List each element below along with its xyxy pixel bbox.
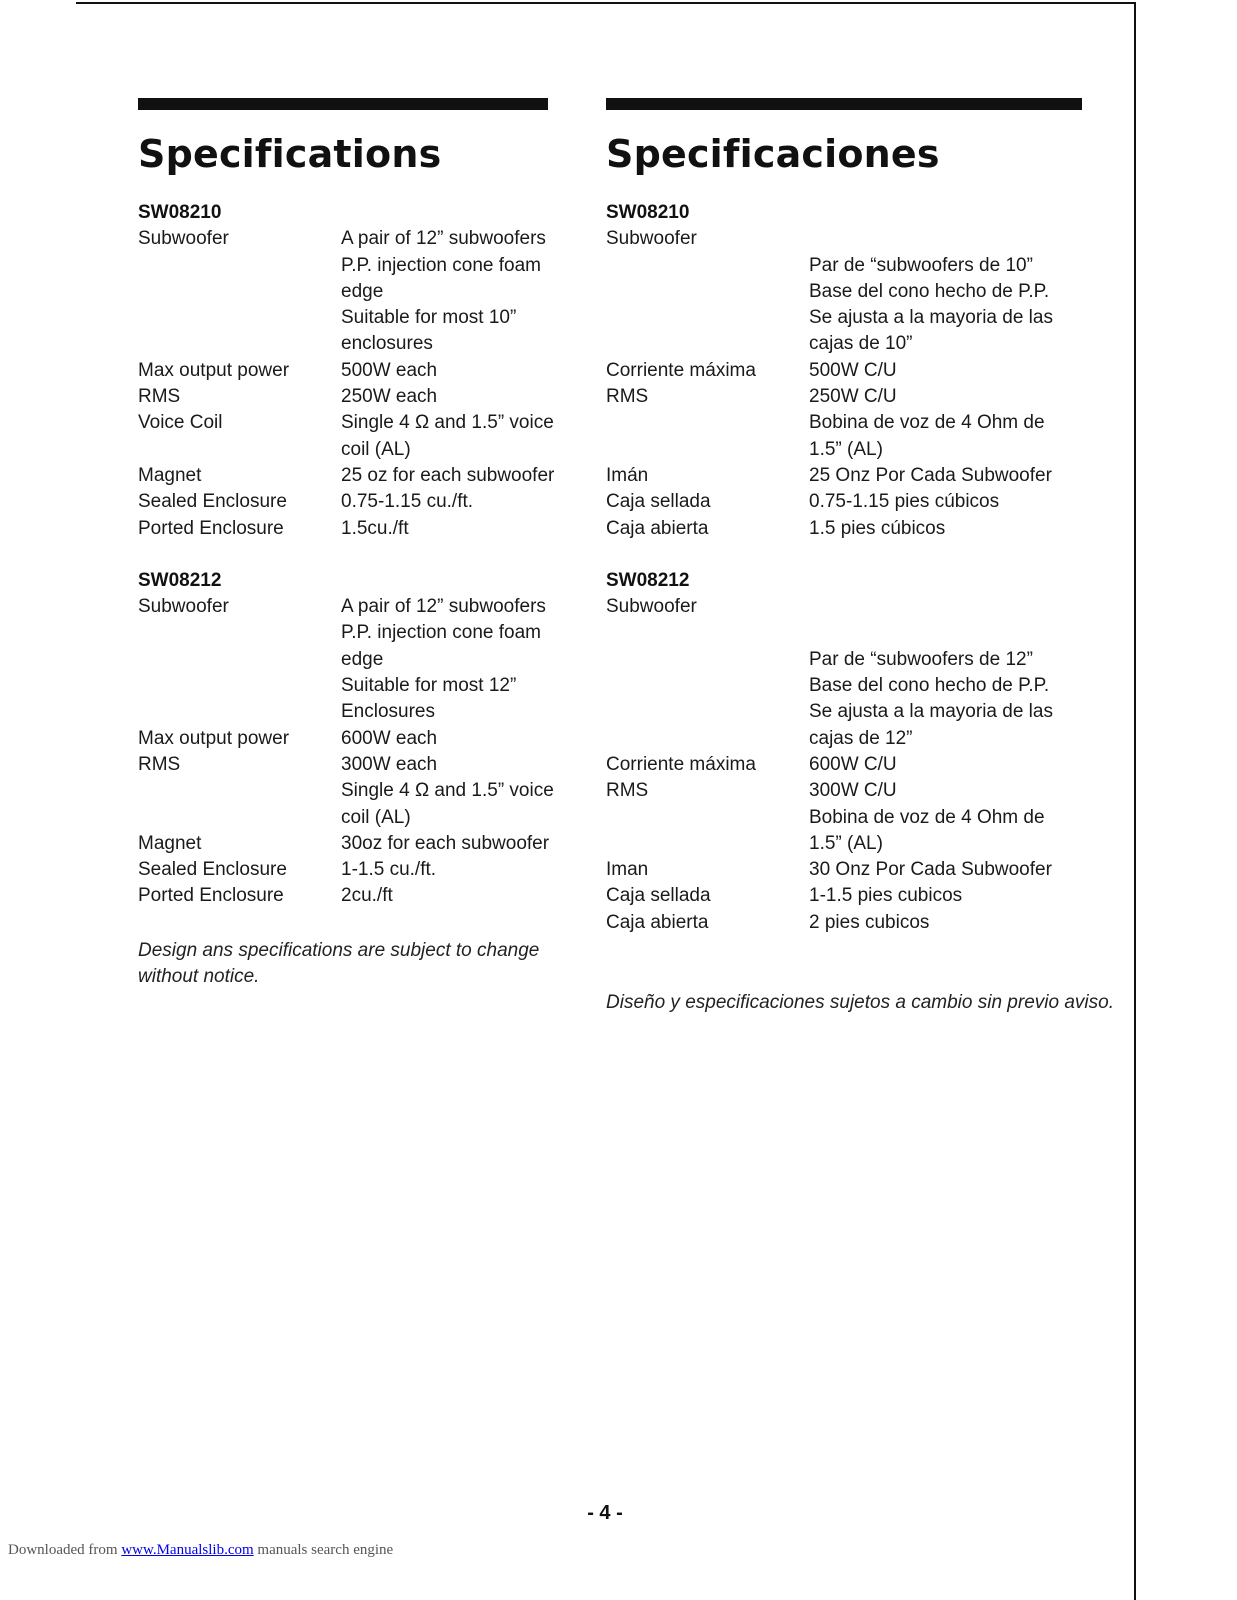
spec-row	[606, 489, 1082, 515]
spec-value-line: 30 Onz Por Cada Subwoofer	[809, 859, 1052, 881]
spec-value	[809, 253, 1082, 358]
footer-prefix: Downloaded from	[8, 1542, 122, 1558]
spec-value	[809, 910, 1082, 936]
spec-value-line: Par de “subwoofers de 10”	[809, 254, 1033, 276]
spec-value	[809, 594, 1082, 647]
spec-value	[809, 384, 1082, 410]
spec-value	[809, 358, 1082, 384]
spec-value-line: P.P. injection cone foam	[341, 622, 541, 644]
spec-label: Ported Enclosure	[138, 885, 284, 907]
spec-value-line: Single 4 Ω and 1.5” voice	[341, 412, 554, 434]
spec-row	[606, 857, 1082, 883]
model-heading: SW08212	[606, 569, 690, 591]
spec-value	[341, 489, 548, 515]
spec-value	[809, 410, 1082, 463]
spec-value-line: P.P. injection cone foam	[341, 254, 541, 276]
spec-value	[341, 594, 548, 725]
spec-label: Subwoofer	[606, 596, 697, 618]
spec-value-line: A pair of 12” subwoofers	[341, 596, 546, 618]
spec-label: RMS	[138, 386, 181, 408]
spec-value-line: coil (AL)	[341, 438, 411, 460]
spec-value	[809, 489, 1082, 515]
spec-row	[138, 489, 548, 515]
spec-row	[606, 805, 1082, 858]
spec-value-line	[809, 620, 1082, 646]
spec-value-line: Single 4 Ω and 1.5” voice	[341, 780, 554, 802]
footer-suffix: manuals search engine	[253, 1542, 394, 1558]
spec-value-line: Bobina de voz de 4 Ohm de	[809, 806, 1045, 828]
note-line: Design ans specifications are subject to change	[138, 939, 540, 961]
section-gap	[606, 542, 1082, 568]
spec-value-line: A pair of 12” subwoofers	[341, 228, 546, 250]
page-border-top	[76, 2, 1136, 4]
spec-row	[606, 752, 1082, 778]
spec-row	[138, 883, 548, 909]
spec-row	[138, 226, 548, 357]
spec-label: Sealed Enclosure	[138, 859, 287, 881]
spec-row	[138, 358, 548, 384]
download-footer	[8, 1542, 393, 1559]
spec-value	[809, 647, 1082, 752]
spanish-column	[606, 98, 1114, 1017]
spec-value-line: edge	[341, 648, 384, 670]
spec-value-line: 500W each	[341, 359, 438, 381]
spec-row	[606, 410, 1082, 463]
spec-sections	[138, 200, 555, 910]
spec-value-line: Suitable for most 10”	[341, 307, 517, 329]
spec-row	[138, 857, 548, 883]
spec-sections	[606, 200, 1082, 936]
spec-value-line: 1.5” (AL)	[809, 438, 883, 460]
spec-value	[341, 226, 548, 357]
spec-row	[606, 910, 1082, 936]
spec-label: Magnet	[138, 832, 202, 854]
spec-value-line: 25 oz for each subwoofer	[341, 464, 555, 486]
spec-value	[341, 726, 548, 752]
spec-row	[606, 358, 1082, 384]
spec-label: Iman	[606, 859, 649, 881]
spec-value-line: 300W C/U	[809, 780, 897, 802]
spec-value	[341, 384, 548, 410]
spec-label: Caja sellada	[606, 885, 711, 907]
model-heading: SW08212	[138, 569, 222, 591]
spec-value	[809, 226, 1082, 252]
spec-label: Max output power	[138, 727, 290, 749]
spec-value	[809, 805, 1082, 858]
spec-row	[606, 883, 1082, 909]
spec-label: Subwoofer	[138, 596, 229, 618]
spec-value	[341, 778, 554, 831]
spec-label: Subwoofer	[138, 228, 229, 250]
spec-value-line: Par de “subwoofers de 12”	[809, 648, 1033, 670]
spec-value-line: Se ajusta a la mayoria de las	[809, 701, 1053, 723]
spec-value-line: 600W C/U	[809, 753, 897, 775]
spec-value	[341, 463, 554, 489]
page-title: Specifications	[138, 132, 442, 176]
spec-label: Imán	[606, 464, 649, 486]
spec-value	[341, 883, 548, 909]
spec-value-line: Enclosures	[341, 701, 435, 723]
spec-value-line: 0.75-1.15 cu./ft.	[341, 491, 474, 513]
spec-label: Corriente máxima	[606, 359, 756, 381]
spec-row	[606, 253, 1082, 358]
spec-row	[138, 752, 548, 778]
spec-value-line: 600W each	[341, 727, 438, 749]
spec-row	[138, 384, 548, 410]
spec-label: RMS	[138, 753, 181, 775]
spec-value	[809, 883, 1082, 909]
disclaimer-note	[606, 964, 1114, 1017]
spec-label	[606, 410, 809, 463]
spec-value	[341, 752, 548, 778]
spec-label: Magnet	[138, 464, 202, 486]
spec-row	[138, 516, 548, 542]
spec-value-line: edge	[341, 280, 384, 302]
spec-value	[341, 410, 554, 463]
spec-label: Ported Enclosure	[138, 517, 284, 539]
spec-label	[606, 647, 809, 752]
spec-label	[606, 253, 809, 358]
spec-value-line: Suitable for most 12”	[341, 675, 517, 697]
spec-row	[138, 594, 548, 725]
spec-value	[341, 857, 548, 883]
page-number: - 4 -	[587, 1502, 623, 1524]
model-heading: SW08210	[138, 202, 222, 223]
note-line: without notice.	[138, 966, 260, 988]
spec-value-line: enclosures	[341, 333, 433, 355]
spec-value-line: 30oz for each subwoofer	[341, 832, 550, 854]
spec-value	[809, 778, 1082, 804]
spec-row	[138, 831, 548, 857]
spec-value	[809, 516, 1082, 542]
spec-value-line: 2cu./ft	[341, 885, 393, 907]
spec-label: Max output power	[138, 359, 290, 381]
page-border-right	[1134, 2, 1136, 1600]
spec-value-line: 1-1.5 cu./ft.	[341, 859, 437, 881]
spec-row	[606, 463, 1082, 489]
spec-row	[606, 647, 1082, 752]
spec-value	[341, 358, 548, 384]
spec-value-line: 1.5cu./ft	[341, 517, 409, 539]
spec-label: RMS	[606, 386, 649, 408]
note-line	[606, 964, 1082, 990]
spec-row	[138, 726, 548, 752]
spec-value-line: 1.5 pies cúbicos	[809, 517, 946, 539]
spec-value	[341, 516, 548, 542]
spec-value-line: 1-1.5 pies cubicos	[809, 885, 963, 907]
spec-row	[606, 384, 1082, 410]
model-heading: SW08210	[606, 202, 690, 223]
spec-value-line: Base del cono hecho de P.P.	[809, 280, 1050, 302]
spec-value	[809, 463, 1082, 489]
spec-value-line	[809, 594, 1082, 620]
spec-value-line: 2 pies cubicos	[809, 911, 930, 933]
spec-label: Corriente máxima	[606, 753, 756, 775]
spec-value	[341, 831, 549, 857]
spec-value-line: Base del cono hecho de P.P.	[809, 675, 1050, 697]
spec-label: Sealed Enclosure	[138, 491, 287, 513]
spec-row	[606, 516, 1082, 542]
spec-label	[138, 778, 341, 831]
spec-value-line	[809, 226, 1082, 252]
spec-value	[809, 857, 1082, 883]
spec-value-line: Bobina de voz de 4 Ohm de	[809, 412, 1045, 434]
spec-value-line: 250W C/U	[809, 386, 897, 408]
heading-rule	[606, 98, 1082, 110]
spec-label: Caja sellada	[606, 491, 711, 513]
note-line: Diseño y especificaciones sujetos a cambio sin previo aviso.	[606, 992, 1114, 1014]
spec-row	[138, 778, 554, 831]
spec-row	[138, 463, 555, 489]
manualslib-link[interactable]: www.Manualslib.com	[121, 1542, 254, 1558]
spec-value-line: 250W each	[341, 386, 438, 408]
spec-label: Caja abierta	[606, 911, 709, 933]
spec-value-line: 300W each	[341, 753, 438, 775]
spec-value-line: 0.75-1.15 pies cúbicos	[809, 491, 1000, 513]
heading-rule	[138, 98, 548, 110]
spec-value-line: coil (AL)	[341, 806, 411, 828]
spec-label	[606, 805, 809, 858]
english-column	[138, 98, 555, 990]
spec-row	[606, 778, 1082, 804]
spec-value-line: Se ajusta a la mayoria de las	[809, 307, 1053, 329]
spec-value	[809, 752, 1082, 778]
spec-label: Caja abierta	[606, 517, 709, 539]
disclaimer-note	[138, 938, 548, 991]
spec-label: Subwoofer	[606, 228, 697, 250]
spec-value-line: cajas de 12”	[809, 727, 913, 749]
spec-label: RMS	[606, 780, 649, 802]
page-title: Specificaciones	[606, 132, 940, 176]
spec-value-line: 25 Onz Por Cada Subwoofer	[809, 464, 1052, 486]
spec-row	[138, 410, 554, 463]
spec-value-line: 500W C/U	[809, 359, 897, 381]
spec-label: Voice Coil	[138, 412, 223, 434]
spec-value-line: 1.5” (AL)	[809, 832, 883, 854]
spec-row	[606, 226, 1082, 252]
spec-row	[606, 594, 1082, 647]
section-gap	[138, 542, 548, 568]
spec-value-line: cajas de 10”	[809, 333, 913, 355]
